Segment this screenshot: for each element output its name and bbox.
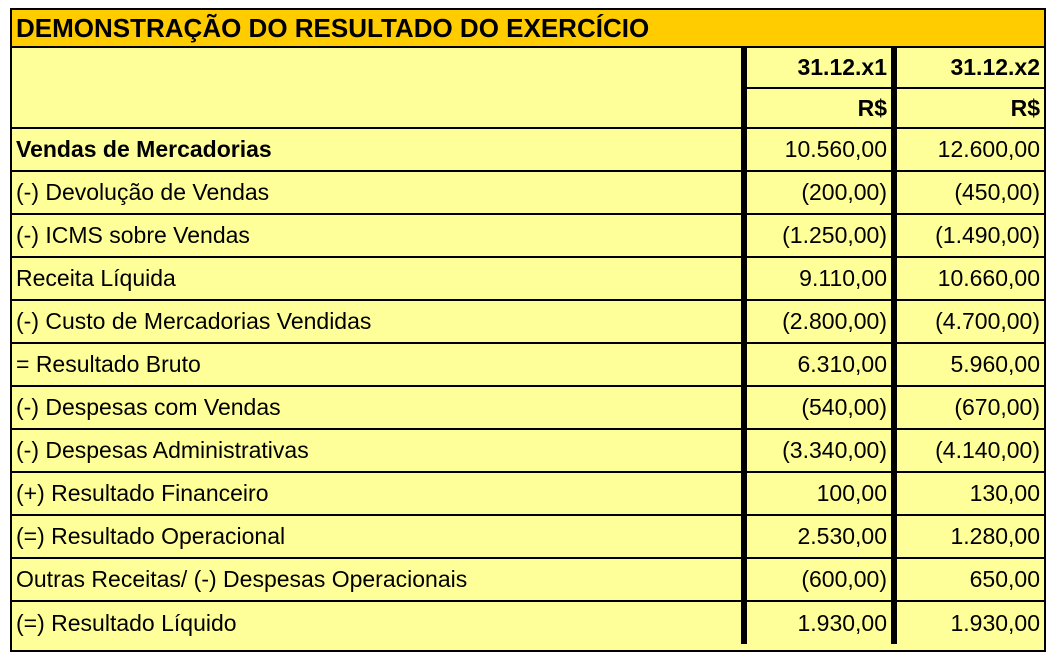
table-row bbox=[12, 343, 1044, 386]
row-label: (-) Custo de Mercadorias Vendidas bbox=[12, 300, 744, 343]
table-row bbox=[12, 257, 1044, 300]
currency-header-x2: R$ bbox=[894, 88, 1044, 128]
row-value-x2: 650,00 bbox=[894, 558, 1044, 601]
row-value-x1: 10.560,00 bbox=[744, 128, 894, 171]
row-label: = Resultado Bruto bbox=[12, 343, 744, 386]
table-row bbox=[12, 472, 1044, 515]
table-row bbox=[12, 515, 1044, 558]
row-value-x1: (600,00) bbox=[744, 558, 894, 601]
row-value-x2: (1.490,00) bbox=[894, 214, 1044, 257]
currency-header-x1: R$ bbox=[744, 88, 894, 128]
row-value-x1: 6.310,00 bbox=[744, 343, 894, 386]
row-value-x1: 1.930,00 bbox=[744, 601, 894, 644]
sheet-title: DEMONSTRAÇÃO DO RESULTADO DO EXERCÍCIO bbox=[12, 10, 1044, 48]
row-value-x2: 130,00 bbox=[894, 472, 1044, 515]
row-label: Outras Receitas/ (-) Despesas Operacionais bbox=[12, 558, 744, 601]
row-value-x1: 100,00 bbox=[744, 472, 894, 515]
row-label: (-) Despesas com Vendas bbox=[12, 386, 744, 429]
period-header-x2: 31.12.x2 bbox=[894, 48, 1044, 88]
table-row bbox=[12, 386, 1044, 429]
row-label: Vendas de Mercadorias bbox=[12, 128, 744, 171]
row-value-x2: (4.140,00) bbox=[894, 429, 1044, 472]
row-label: (-) ICMS sobre Vendas bbox=[12, 214, 744, 257]
header-blank-cell bbox=[12, 48, 744, 128]
row-label: Receita Líquida bbox=[12, 257, 744, 300]
table-row bbox=[12, 300, 1044, 343]
row-value-x2: (450,00) bbox=[894, 171, 1044, 214]
row-value-x1: 9.110,00 bbox=[744, 257, 894, 300]
row-value-x1: (200,00) bbox=[744, 171, 894, 214]
row-value-x2: 1.930,00 bbox=[894, 601, 1044, 644]
row-value-x1: (1.250,00) bbox=[744, 214, 894, 257]
table-row bbox=[12, 214, 1044, 257]
period-header-x1: 31.12.x1 bbox=[744, 48, 894, 88]
row-label: (-) Despesas Administrativas bbox=[12, 429, 744, 472]
income-statement-table bbox=[12, 48, 1044, 644]
row-value-x2: 12.600,00 bbox=[894, 128, 1044, 171]
row-value-x1: (2.800,00) bbox=[744, 300, 894, 343]
row-label: (-) Devolução de Vendas bbox=[12, 171, 744, 214]
table-row bbox=[12, 601, 1044, 644]
row-value-x2: 5.960,00 bbox=[894, 343, 1044, 386]
row-value-x2: (4.700,00) bbox=[894, 300, 1044, 343]
row-value-x2: 10.660,00 bbox=[894, 257, 1044, 300]
row-label: (+) Resultado Financeiro bbox=[12, 472, 744, 515]
table-row bbox=[12, 558, 1044, 601]
row-value-x2: 1.280,00 bbox=[894, 515, 1044, 558]
income-statement-sheet bbox=[10, 8, 1046, 652]
table-row bbox=[12, 429, 1044, 472]
row-value-x1: 2.530,00 bbox=[744, 515, 894, 558]
row-value-x1: (3.340,00) bbox=[744, 429, 894, 472]
row-label: (=) Resultado Operacional bbox=[12, 515, 744, 558]
row-value-x2: (670,00) bbox=[894, 386, 1044, 429]
table-row bbox=[12, 171, 1044, 214]
table-row bbox=[12, 128, 1044, 171]
row-label: (=) Resultado Líquido bbox=[12, 601, 744, 644]
row-value-x1: (540,00) bbox=[744, 386, 894, 429]
header-row-periods bbox=[12, 48, 1044, 88]
